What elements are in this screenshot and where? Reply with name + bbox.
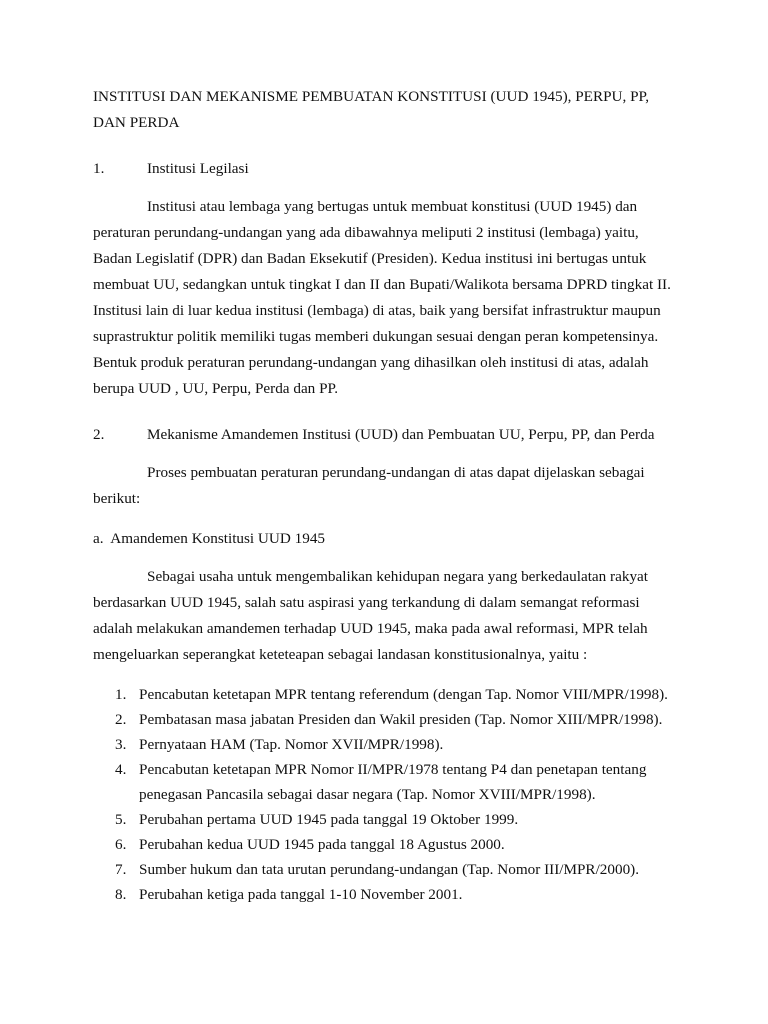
list-item-text: Pembatasan masa jabatan Presiden dan Wakil presiden (Tap. Nomor XIII/MPR/1998). (139, 711, 663, 728)
subsection-a-heading: a. Amandemen Konstitusi UUD 1945 (93, 530, 326, 547)
list-item (93, 857, 678, 882)
list-item (93, 757, 678, 807)
section-2-number: 2. (93, 426, 105, 443)
list-item-number: 4. (115, 761, 127, 778)
list-item-text: Perubahan ketiga pada tanggal 1-10 November 2001. (139, 886, 463, 903)
list-item-number: 2. (115, 711, 127, 728)
document-page (93, 84, 678, 907)
list-item-text: Pencabutan ketetapan MPR Nomor II/MPR/1978 tentang P4 dan penetapan tentang penegasan Pancasila sebagai dasar negara (Tap. Nomor XVIII/MPR/1998). (139, 761, 647, 803)
section-1-title: Institusi Legilasi (147, 160, 249, 177)
list-item-number: 3. (115, 736, 127, 753)
section-1-number: 1. (93, 160, 105, 177)
section-1-paragraph: Institusi atau lembaga yang bertugas untuk membuat konstitusi (UUD 1945) dan peraturan perundang-undangan yang ada dibawahnya meliputi 2 institusi (lembaga) yaitu, Badan Legislatif (DPR) dan Badan Eksekutif (Presiden). Kedua institusi ini bertugas untuk membuat UU, sedangkan untuk tingkat I dan II dan Bupati/Walikota bersama DPRD tingkat II. Institusi lain di luar kedua institusi (lembaga) di atas, baik yang bersifat infrastruktur maupun suprastruktur politik memiliki tugas memberi dukungan sesuai dengan peran kompetensinya. Bentuk produk peraturan perundang-undangan yang dihasilkan oleh institusi di atas, adalah berupa UUD , UU, Perpu, Perda dan PP. (93, 198, 671, 397)
section-2-paragraph: Proses pembuatan peraturan perundang-undangan di atas dapat dijelaskan sebagai berikut: (93, 464, 645, 507)
list-item-text: Perubahan pertama UUD 1945 pada tanggal 19 Oktober 1999. (139, 811, 519, 828)
list-item-number: 6. (115, 836, 127, 853)
section-2-title: Mekanisme Amandemen Institusi (UUD) dan Pembuatan UU, Perpu, PP, dan Perda (147, 426, 655, 443)
list-item (93, 682, 678, 707)
list-item-text: Pernyataan HAM (Tap. Nomor XVII/MPR/1998). (139, 736, 444, 753)
list-item-number: 5. (115, 811, 127, 828)
section-1-heading (93, 156, 678, 182)
list-item (93, 882, 678, 907)
list-item-text: Perubahan kedua UUD 1945 pada tanggal 18 Agustus 2000. (139, 836, 505, 853)
list-item-text: Sumber hukum dan tata urutan perundang-undangan (Tap. Nomor III/MPR/2000). (139, 861, 640, 878)
section-2-heading (93, 422, 678, 448)
list-item (93, 732, 678, 757)
list-item-number: 1. (115, 686, 127, 703)
list-item-number: 8. (115, 886, 127, 903)
list-item (93, 832, 678, 857)
list-item (93, 807, 678, 832)
subsection-a-paragraph: Sebagai usaha untuk mengembalikan kehidupan negara yang berkedaulatan rakyat berdasarkan UUD 1945, salah satu aspirasi yang terkandung di dalam semangat reformasi adalah melakukan amandemen terhadap UUD 1945, maka pada awal reformasi, MPR telah mengeluarkan seperangkat keteteapan sebagai landasan konstitusionalnya, yaitu : (93, 568, 648, 663)
list-item-text: Pencabutan ketetapan MPR tentang referendum (dengan Tap. Nomor VIII/MPR/1998). (139, 686, 668, 703)
document-title: INSTITUSI DAN MEKANISME PEMBUATAN KONSTITUSI (UUD 1945), PERPU, PP, DAN PERDA (93, 88, 650, 131)
list-item (93, 707, 678, 732)
list-item-number: 7. (115, 861, 127, 878)
amendment-list (93, 682, 678, 907)
